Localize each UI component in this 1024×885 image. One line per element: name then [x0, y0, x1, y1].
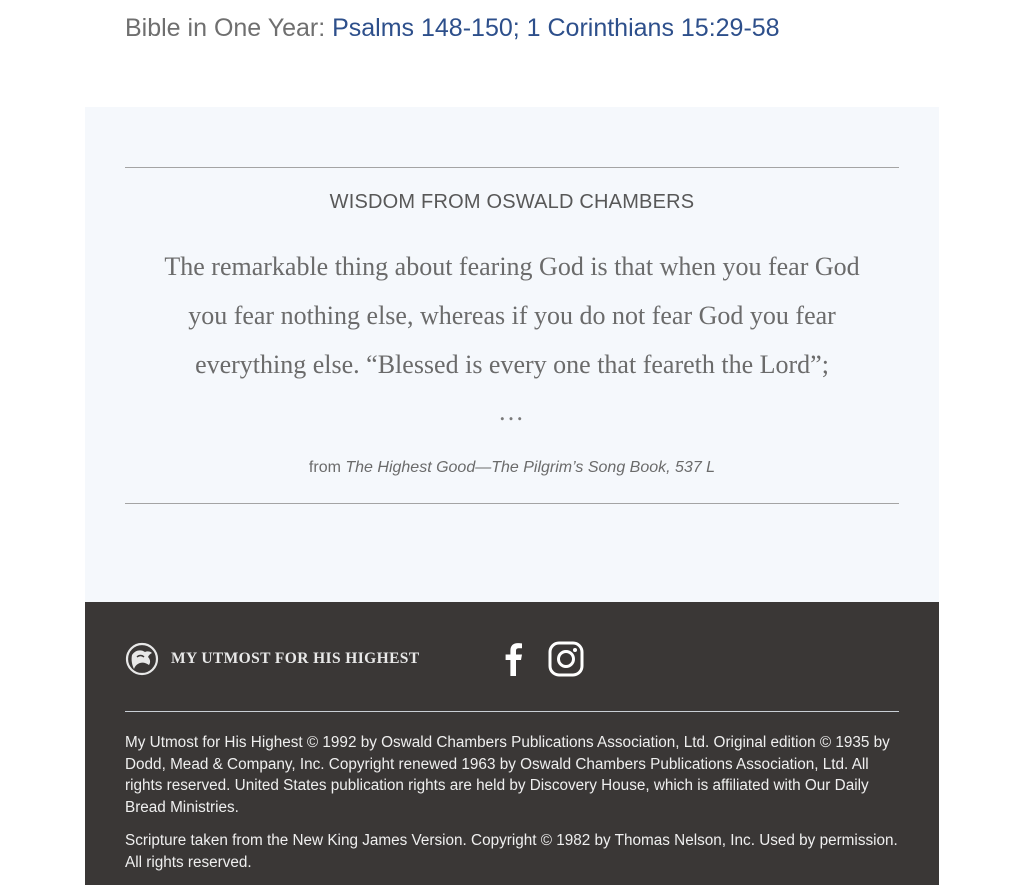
instagram-icon[interactable] — [547, 640, 585, 678]
bible-in-one-year — [125, 10, 780, 46]
bible-in-one-year-label: Bible in One Year: — [125, 14, 333, 42]
globe-dove-icon — [125, 642, 159, 676]
wisdom-section — [85, 107, 939, 602]
quote-ellipsis: … — [498, 397, 526, 426]
bible-reading-link[interactable]: Psalms 148-150; 1 Corinthians 15:29-58 — [332, 14, 780, 42]
site-footer — [85, 602, 939, 885]
footer-brand[interactable] — [125, 641, 420, 677]
quote-source-title: The Highest Good—The Pilgrim’s Song Book, 537 L — [345, 459, 716, 476]
divider-bottom — [125, 503, 899, 504]
copyright-notice: My Utmost for His Highest © 1992 by Oswald Chambers Publications Association, Ltd. Original edition © 1935 by Dodd, Mead & Company, Inc. Copyright renewed 1963 by Oswald Chambers Publications Association, Ltd. All rights reserved. United States publication rights are held by Discovery House, which is affiliated with Our Daily Bread Ministries. — [125, 734, 890, 816]
quote-source — [85, 459, 939, 477]
scripture-notice: Scripture taken from the New King James Version. Copyright © 1982 by Thomas Nelson, Inc. Used by permission. All rights reserved. — [125, 832, 898, 871]
quote-source-prefix: from — [308, 459, 346, 476]
footer-divider — [125, 711, 899, 712]
brand-name: MY UTMOST FOR HIS HIGHEST — [171, 650, 420, 667]
social-links — [497, 640, 585, 678]
wisdom-quote: The remarkable thing about fearing God is that when you fear God you fear nothing else, whereas if you do not fear God you fear everything else. “Blessed is every one that feareth the Lord”; — [164, 252, 860, 379]
facebook-icon[interactable] — [497, 640, 531, 678]
divider-top — [125, 167, 899, 168]
wisdom-heading: WISDOM FROM OSWALD CHAMBERS — [329, 191, 695, 213]
